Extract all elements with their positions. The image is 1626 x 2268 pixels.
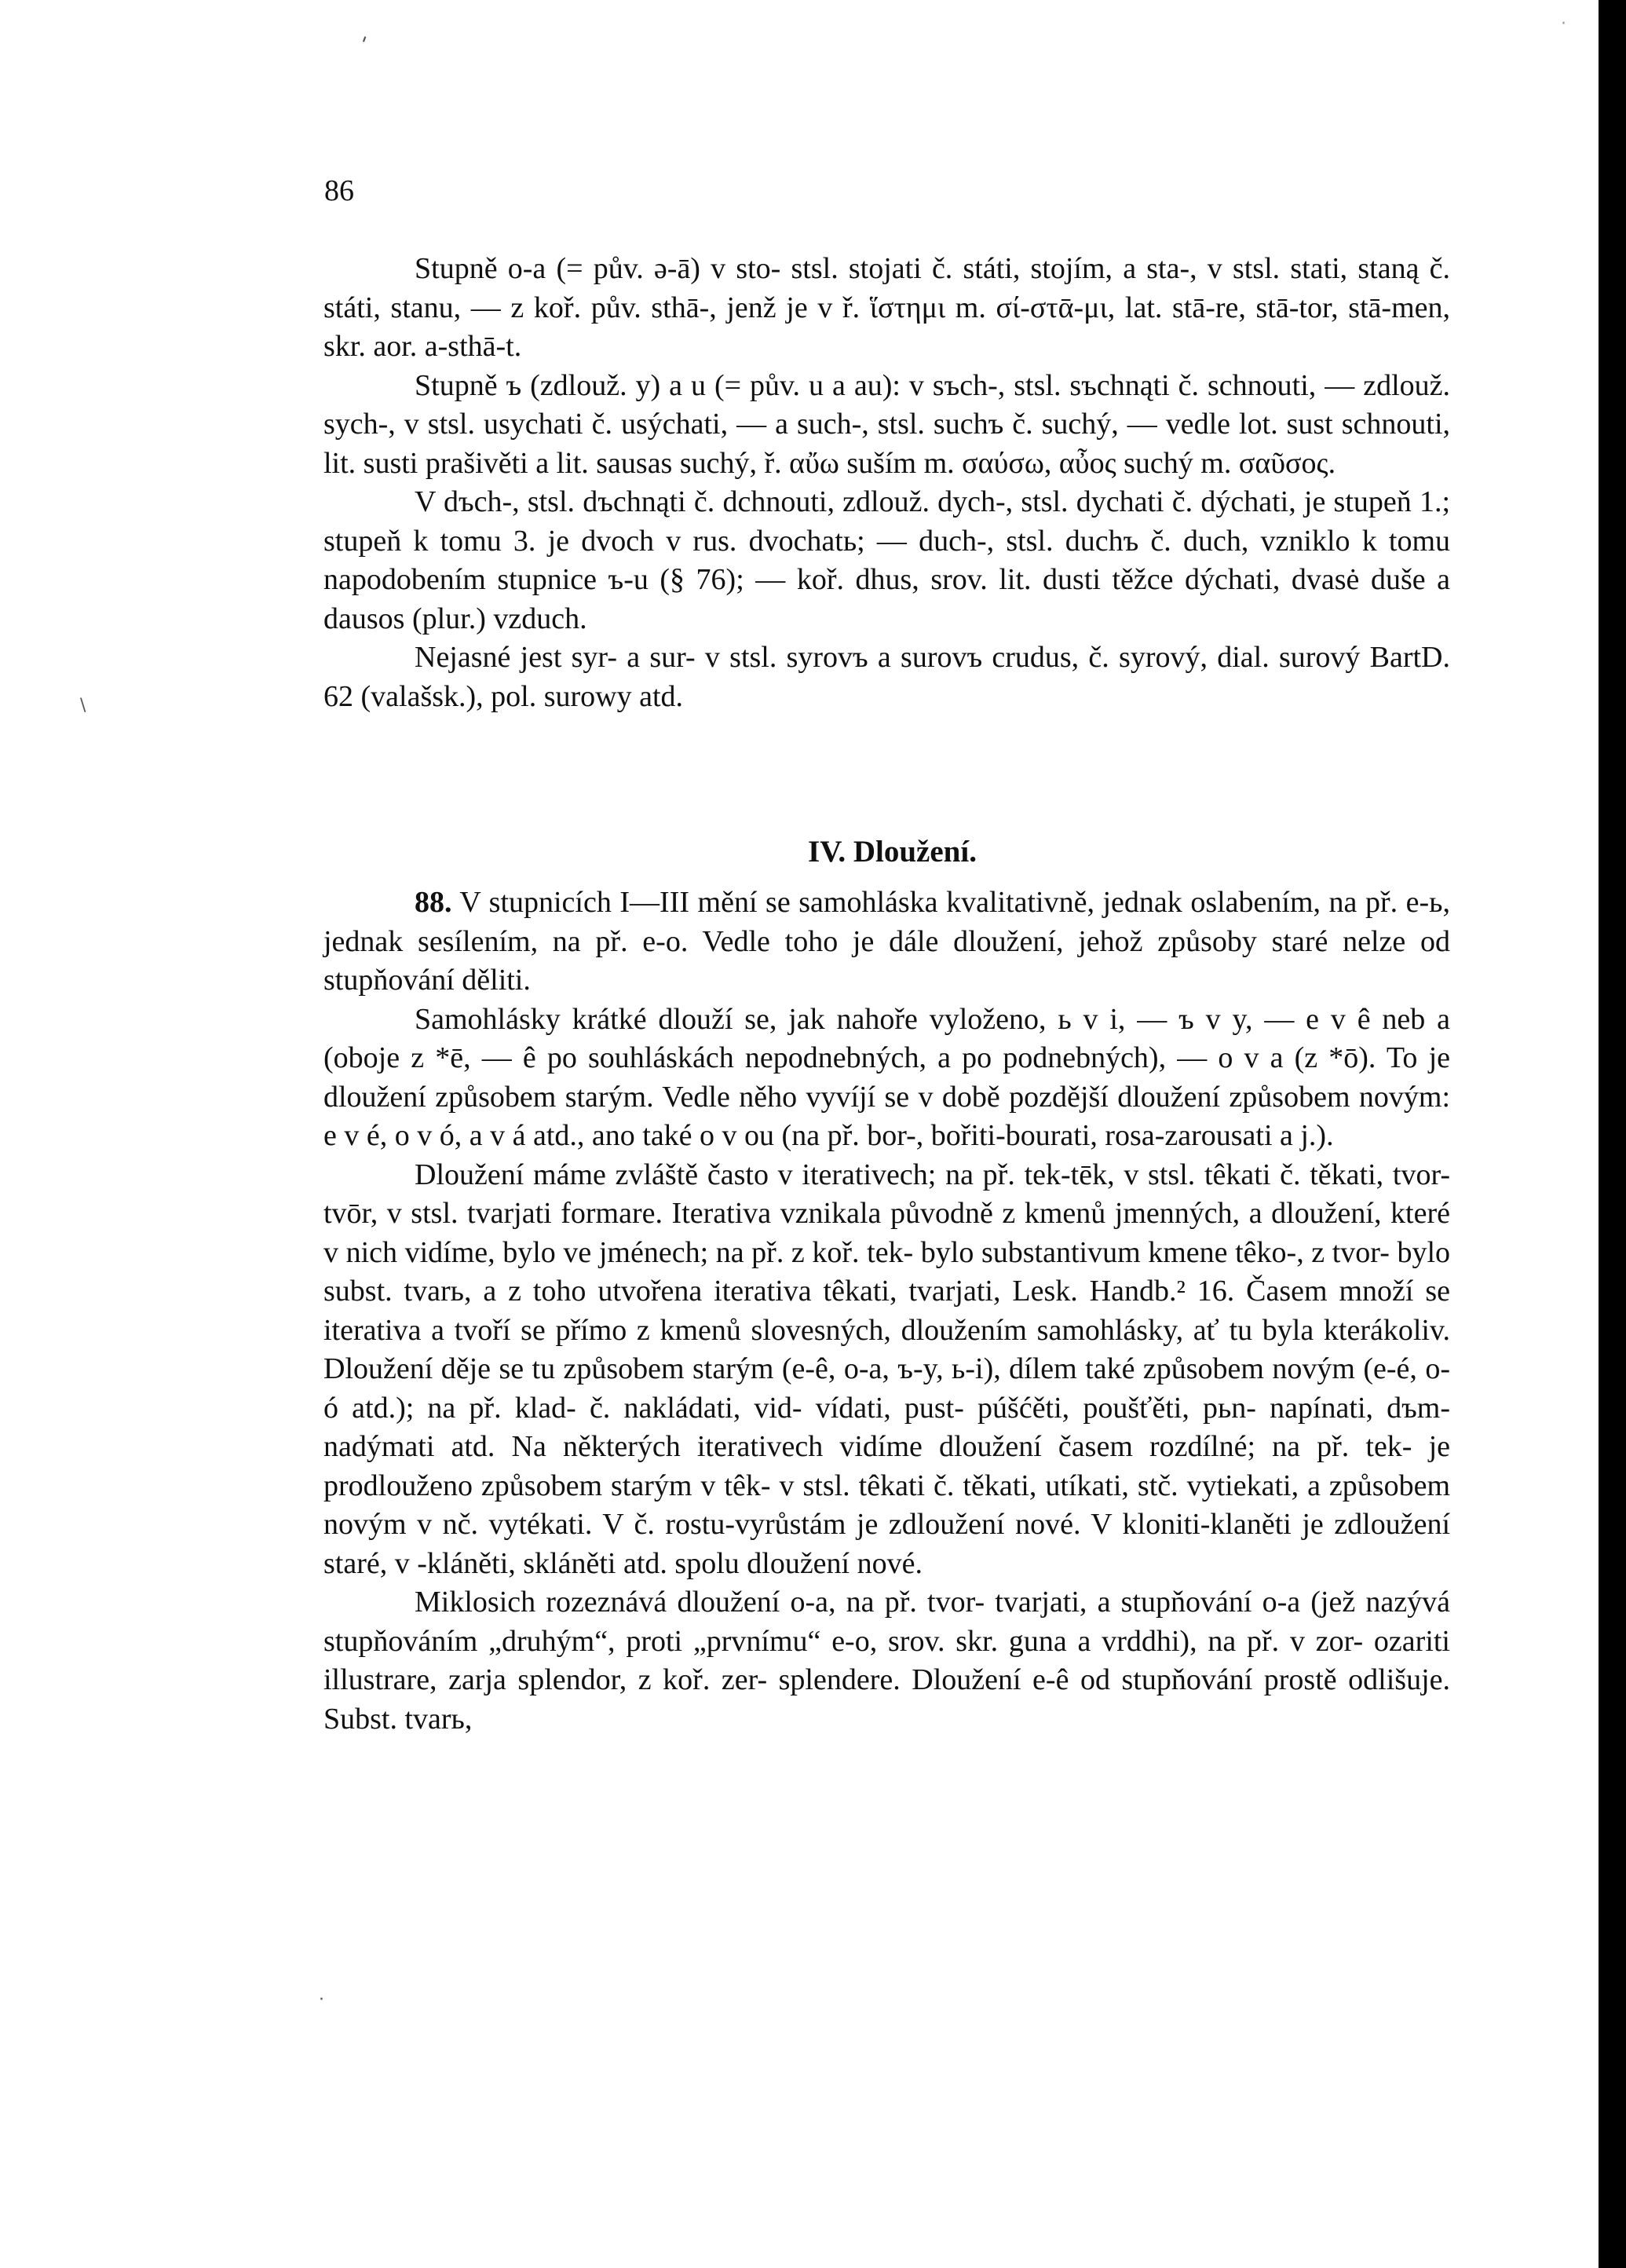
paragraph: Stupně o-a (= pův. ə-ā) v sto- stsl. stojati č. státi, stojím, a sta-, v stsl. stati, staną č. státi, stanu, — z koř. pův. sthā-, jenž je v ř. ἵστημι m. σί-στᾱ-μι, lat. stā-re, stā-tor, stā-men, skr. aor. a-sthā-t.: [323, 252, 1450, 363]
paragraph-88-text: V stupnicích I—III mění se samohláska kvalitativně, jednak oslabením, na př. e-ь, jednak sesílením, na př. e-o. Vedle toho je dále dloužení, jehož způsoby staré nelze od stupňování děliti.: [323, 886, 1450, 997]
text-block-stupne: [323, 250, 1450, 716]
paragraph: Dloužení máme zvláště často v iterativech; na př. tek-tēk, v stsl. têkati č. těkati, tvor-tvōr, v stsl. tvarjati formare. Iterativa vznikala původně z kmenů jmenných, a dloužení, které v nich vidíme, bylo ve jménech; na př. z koř. tek- bylo substantivum kmene têko-, z tvor- bylo subst. tvarь, a z toho utvořena iterativa têkati, tvarjati, Lesk. Handb.² 16. Časem množí se iterativa a tvoří se přímo z kmenů slovesných, dloužením samohlásky, ať tu byla kterákoliv. Dloužení děje se tu způsobem starým (e-ê, o-a, ъ-y, ь-i), dílem také způsobem novým (e-é, o-ó atd.); na př. klad- č. nakládati, vid- vídati, pust- púšćěti, poušťěti, pьn- napínati, dъm- nadýmati atd. Na některých iterativech vidíme dloužení časem rozdílné; na př. tek- je prodlouženo způsobem starým v têk- v stsl. têkati č. těkati, utíkati, stč. vytiekati, a způsobem novým v nč. vytékati. V č. rostu-vyrůstám je zdloužení nové. V kloniti-klaněti je zdloužení staré, v -kláněti, skláněti atd. spolu dloužení nové.: [323, 1158, 1450, 1580]
paragraph-number: 88.: [415, 886, 452, 919]
paragraph-88: [323, 883, 1450, 1000]
paragraph: Samohlásky krátké dlouží se, jak nahoře vyloženo, ь v i, — ъ v y, — e v ê neb a (oboje z *ē, — ê po souhláskách nepodnebných, a po podnebných), — o v a (z *ō). To je dloužení způsobem starým. Vedle něho vyvíjí se v době pozdější dloužení způsobem novým: e v é, o v ó, a v á atd., ano také o v ou (na př. bor-, bořiti-bourati, rosa-zarousati a j.).: [323, 1002, 1450, 1152]
scan-mark-left-lower: ·: [319, 1990, 324, 2010]
scan-dark-edge: [1599, 0, 1626, 2268]
paragraph: V dъch-, stsl. dъchnąti č. dchnouti, zdlouž. dych-, stsl. dychati č. dýchati, je stupeň 1.; stupeň k tomu 3. je dvoch v rus. dvochatь; — duch-, stsl. duchъ č. duch, vzniklo k tomu napodobením stupnice ъ-u (§ 76); — koř. dhus, srov. lit. dusti těžce dýchati, dvasė duše a dausos (plur.) vzduch.: [323, 485, 1450, 635]
section-heading: [323, 834, 1450, 870]
scan-mark-left: \: [80, 696, 86, 715]
paragraph: Nejasné jest syr- a sur- v stsl. syrovъ a surovъ crudus, č. syrový, dial. surový BartD. 62 (valašsk.), pol. surowy atd.: [323, 641, 1450, 713]
paragraph: Stupně ъ (zdlouž. y) a u (= pův. u a au): v sъch-, stsl. sъchnąti č. schnouti, — zdlouž. sych-, v stsl. usychati č. usýchati, — a such-, stsl. suchъ č. suchý, — vedle lot. sust schnouti, lit. susti prašivěti a lit. sausas suchý, ř. αὔω suším m. σαύσω, αὖος suchý m. σαῦσος.: [323, 368, 1450, 480]
text-block-dlouzeni: [323, 883, 1450, 1739]
paragraph: Miklosich rozeznává dloužení o-a, na př. tvor- tvarjati, a stupňování o-a (jež nazývá stupňováním „druhým“, proti „prvnímu“ e-o, srov. skr. guna a vrddhi), na př. v zor- ozariti illustrare, zarja splendor, z koř. zer- splendere. Dloužení e-ê od stupňování prostě odlišuje. Subst. tvarь,: [323, 1586, 1450, 1736]
scan-mark-top: ': [356, 32, 370, 57]
scan-mark-right: ·: [1561, 14, 1566, 34]
page-number: 86: [324, 174, 354, 207]
section-heading-text: IV. Dloužení.: [808, 835, 977, 869]
